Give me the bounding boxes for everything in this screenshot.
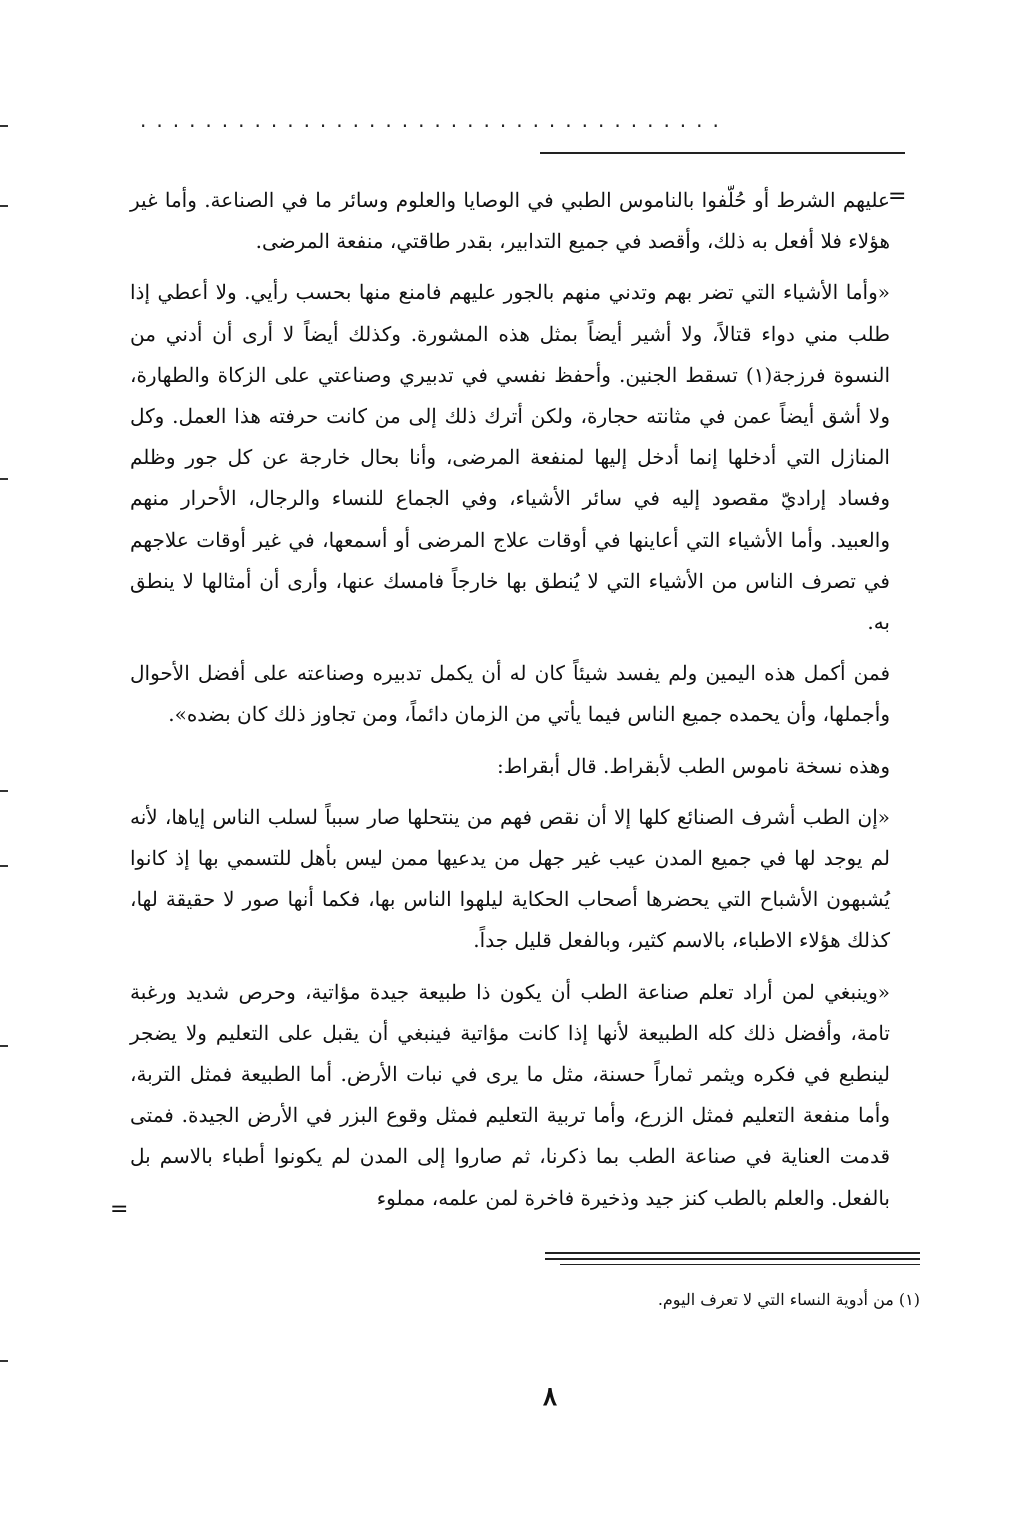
footnote-rule — [560, 1264, 920, 1265]
paragraph: فمن أكمل هذه اليمين ولم يفسد شيئاً كان له أن يكمل تدبيره وصناعته على أفضل الأحوال وأجملها، وأن يحمده جميع الناس فيما يأتي من الزمان دائماً، ومن تجاوز ذلك كان بضده». — [130, 661, 890, 727]
header-dots: .................................... — [140, 108, 729, 132]
margin-tick — [0, 478, 8, 480]
margin-tick — [0, 790, 8, 792]
footnote-rule — [545, 1252, 920, 1254]
margin-tick — [0, 865, 8, 867]
paragraph: «وينبغي لمن أراد تعلم صناعة الطب أن يكون ذا طبيعة جيدة مؤاتية، وحرص شديد ورغبة تامة، وأفضل ذلك كله الطبيعة لأنها إذا كانت مؤاتية فينبغي أن يقبل على التعليم ولا يضجر لينطبع في فكره ويثمر ثماراً حسنة، مثل ما يرى في نبات الأرض. أما الطبيعة فمثل التربة، وأما منفعة التعليم فمثل الزرع، وأما تربية التعليم فمثل وقوع البزر في الأرض الجيدة. فمتى قدمت العناية في صناعة الطب بما ذكرنا، ثم صاروا إلى المدن لم يكونوا أطباء بالاسم بل بالفعل. والعلم بالطب كنز جيد وذخيرة فاخرة لمن علمه، مملوء — [130, 979, 890, 1210]
margin-tick — [0, 125, 8, 127]
end-continuation-marker: = — [110, 1197, 129, 1222]
footnote: (١) من أدوية النساء التي لا تعرف اليوم. — [657, 1290, 920, 1309]
paragraph: عليهم الشرط أو حُلّفوا بالناموس الطبي في الوصايا والعلوم وسائر ما في الصناعة. وأما غير هؤلاء فلا أفعل به ذلك، وأقصد في جميع التدابير، بقدر طاقتي، منفعة المرضى. — [130, 188, 890, 254]
header-rule — [540, 152, 905, 154]
page-body — [130, 180, 890, 1229]
continuation-marker: = — [888, 184, 907, 209]
margin-tick — [0, 1045, 8, 1047]
paragraph: «وأما الأشياء التي تضر بهم وتدني منهم بالجور عليهم فامنع منها بحسب رأيي. ولا أعطي إذا طلب مني دواء قتالاً، ولا أشير أيضاً بمثل هذه المشورة. وكذلك أيضاً لا أرى أن أدني من النسوة فرزجة(١) تسقط الجنين. وأحفظ نفسي في تدبيري وصناعتي على الزكاة والطهارة، ولا أشق أيضاً عمن في مثانته حجارة، ولكن أترك ذلك إلى من كانت حرفته هذا العمل. وكل المنازل التي أدخلها إنما أدخل إليها لمنفعة المرضى، وأنا بحال خارجة عن كل جور وظلم وفساد إراديّ مقصود إليه في سائر الأشياء، وفي الجماع للنساء والرجال، الأحرار منهم والعبيد. وأما الأشياء التي أعاينها في أوقات علاج المرضى أو أسمعها، في غير أوقات علاجهم في تصرف الناس من الأشياء التي لا يُنطق بها خارجاً فامسك عنها، وأرى أن أمثالها لا ينطق به. — [130, 280, 891, 635]
paragraph: «إن الطب أشرف الصنائع كلها إلا أن نقص فهم من ينتحلها صار سبباً لسلب الناس إياها، لأنه لم يوجد لها في جميع المدن عيب غير جهل من يدعيها ممن ليس بأهل للتسمي بها إذ كانوا يُشبهون الأشباح التي يحضرها أصحاب الحكاية ليلهوا الناس بها، فكما أنها صور لا حقيقة لها، كذلك هؤلاء الاطباء، بالاسم كثير، وبالفعل قليل جداً. — [130, 804, 890, 953]
margin-tick — [0, 205, 8, 207]
paragraph: وهذه نسخة ناموس الطب لأبقراط. قال أبقراط: — [497, 753, 890, 778]
footnote-rule — [545, 1258, 920, 1260]
margin-tick — [0, 1360, 8, 1362]
page-number: ٨ — [543, 1382, 557, 1412]
